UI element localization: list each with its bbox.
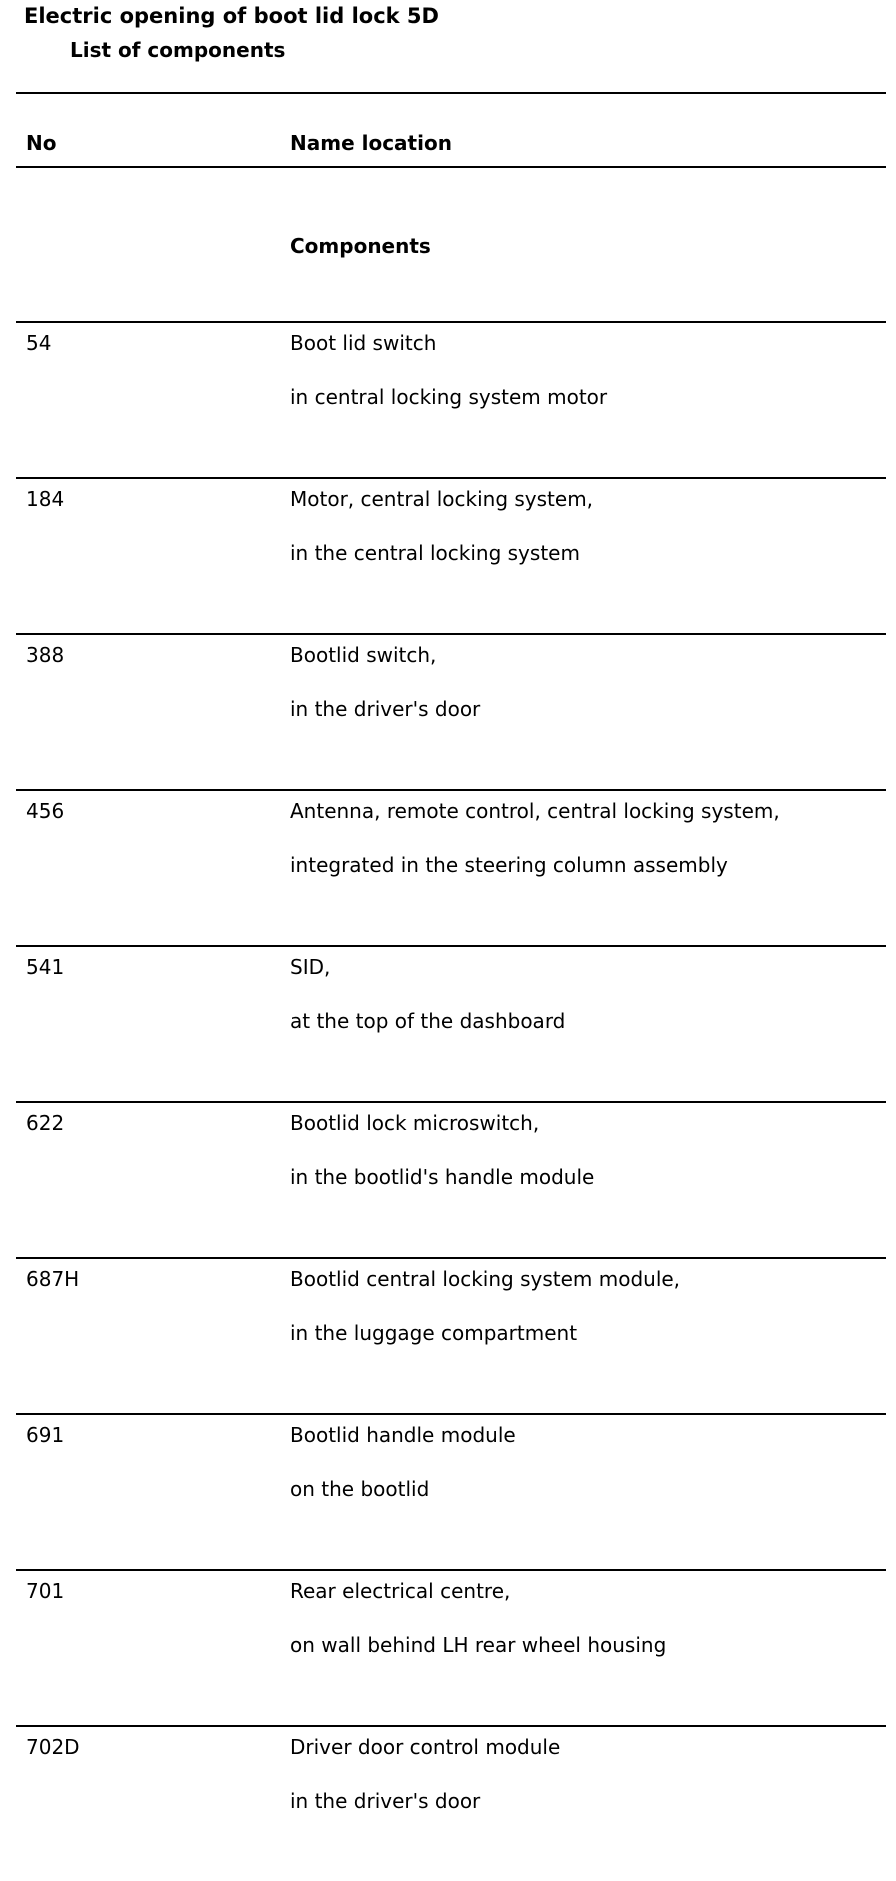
table-row xyxy=(0,789,896,945)
row-divider xyxy=(16,1101,886,1103)
component-location: integrated in the steering column assembly xyxy=(290,853,728,877)
component-name: Driver door control module xyxy=(290,1735,561,1759)
row-divider xyxy=(16,477,886,479)
component-name: Bootlid central locking system module, xyxy=(290,1267,681,1291)
component-number: 541 xyxy=(26,955,65,979)
document-subtitle: List of components xyxy=(70,38,286,62)
table-row xyxy=(0,1257,896,1413)
table-row xyxy=(0,1569,896,1725)
table-row xyxy=(0,1101,896,1257)
table-row xyxy=(0,633,896,789)
component-location: on wall behind LH rear wheel housing xyxy=(290,1633,667,1657)
component-location: at the top of the dashboard xyxy=(290,1009,566,1033)
row-divider xyxy=(16,789,886,791)
column-header-name-location: Name location xyxy=(290,131,452,155)
component-location: on the bootlid xyxy=(290,1477,430,1501)
component-number: 456 xyxy=(26,799,65,823)
component-location: in the driver's door xyxy=(290,1789,481,1813)
row-divider xyxy=(16,1413,886,1415)
component-name: Motor, central locking system, xyxy=(290,487,594,511)
row-divider xyxy=(16,321,886,323)
row-divider xyxy=(16,1725,886,1727)
component-location: in the central locking system xyxy=(290,541,580,565)
component-number: 702D xyxy=(26,1735,80,1759)
component-name: Boot lid switch xyxy=(290,331,437,355)
header-bottom-rule xyxy=(16,166,886,168)
section-label-components: Components xyxy=(290,234,431,258)
component-name: SID, xyxy=(290,955,331,979)
document-title: Electric opening of boot lid lock 5D xyxy=(24,4,439,28)
component-number: 184 xyxy=(26,487,65,511)
component-number: 691 xyxy=(26,1423,65,1447)
component-location: in the bootlid's handle module xyxy=(290,1165,595,1189)
component-location: in the luggage compartment xyxy=(290,1321,578,1345)
component-number: 687H xyxy=(26,1267,80,1291)
table-row xyxy=(0,477,896,633)
table-top-rule xyxy=(16,92,886,94)
table-row xyxy=(0,1725,896,1881)
row-divider xyxy=(16,1257,886,1259)
component-number: 54 xyxy=(26,331,52,355)
table-row xyxy=(0,1413,896,1569)
row-divider xyxy=(16,945,886,947)
row-divider xyxy=(16,1569,886,1571)
row-divider xyxy=(16,633,886,635)
component-number: 388 xyxy=(26,643,65,667)
component-name: Bootlid lock microswitch, xyxy=(290,1111,540,1135)
component-location: in the driver's door xyxy=(290,697,481,721)
component-name: Antenna, remote control, central locking system, xyxy=(290,799,780,823)
component-name: Bootlid handle module xyxy=(290,1423,516,1447)
component-number: 622 xyxy=(26,1111,65,1135)
component-name: Rear electrical centre, xyxy=(290,1579,511,1603)
table-row xyxy=(0,945,896,1101)
component-location: in central locking system motor xyxy=(290,385,608,409)
component-number: 701 xyxy=(26,1579,65,1603)
component-name: Bootlid switch, xyxy=(290,643,437,667)
column-header-no: No xyxy=(26,131,57,155)
table-row xyxy=(0,321,896,477)
